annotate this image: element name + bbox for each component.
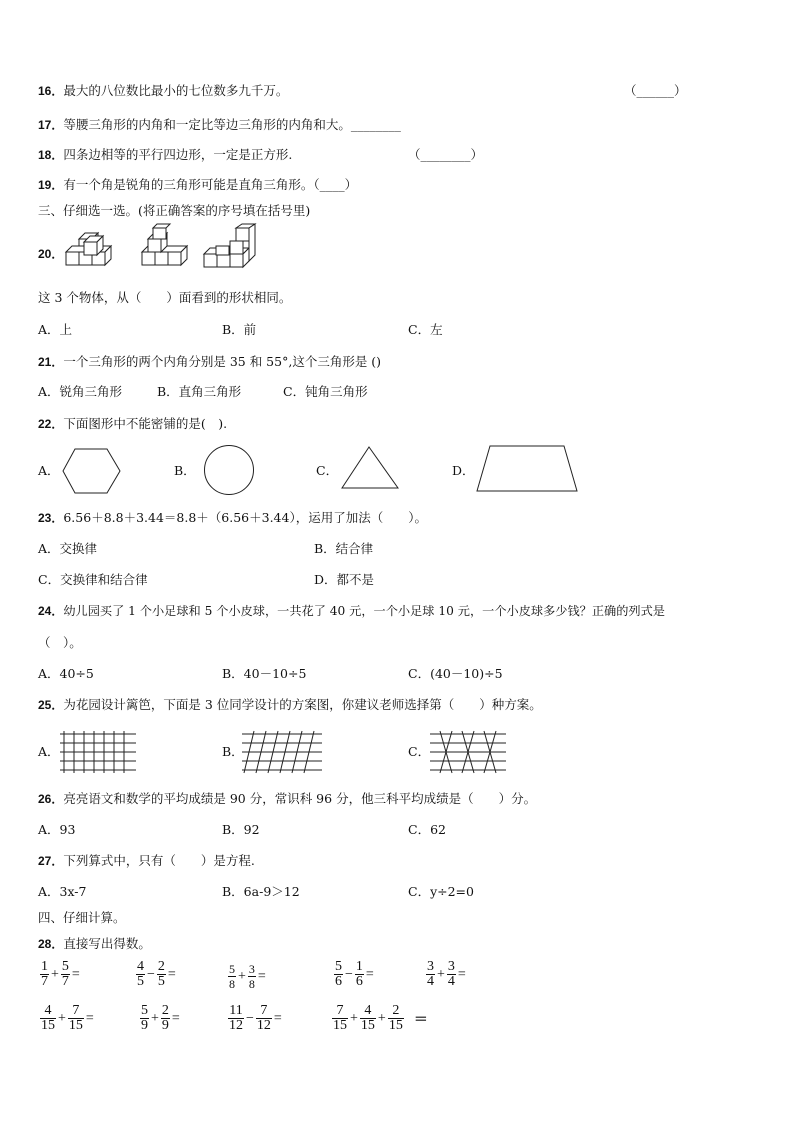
- option-c[interactable]: C．交换律和结合律: [38, 572, 148, 587]
- option-b[interactable]: B．92: [222, 822, 260, 837]
- question-text: 直接写出得数。: [63, 936, 151, 951]
- fraction: $\frac{3}{8}$: [248, 962, 255, 991]
- question-21: [38, 354, 381, 370]
- fraction: $\frac{7}{12}$: [256, 1003, 271, 1033]
- option-d[interactable]: D．: [452, 463, 475, 478]
- option-c[interactable]: C．y÷2=0: [408, 884, 474, 899]
- option-c[interactable]: C．左: [408, 322, 443, 337]
- question-text: 最大的八位数比最小的七位数多九千万。: [63, 83, 289, 98]
- triangle-shape: [341, 446, 401, 490]
- question-text: 下面图形中不能密铺的是( ).: [63, 416, 228, 431]
- question-25: [38, 697, 542, 713]
- fraction-expression: 3 4 + $\frac{3}{4}$ =: [427, 959, 466, 989]
- fraction-expression: 1 7 + $\frac{5}{7}$ =: [41, 959, 80, 989]
- fraction-expression: 5 6 − $\frac{1}{6}$ =: [335, 959, 374, 989]
- question-16: [38, 83, 288, 99]
- option-c[interactable]: C．(40－10)÷5: [408, 666, 503, 681]
- cube-figures-illustration: [64, 228, 264, 278]
- option-a[interactable]: A．40÷5: [38, 666, 94, 681]
- option-a[interactable]: A．3x-7: [38, 884, 87, 899]
- question-number: 17．: [38, 118, 64, 132]
- question-28: [38, 936, 151, 952]
- question-26: [38, 791, 536, 807]
- option-c[interactable]: C．钝角三角形: [283, 384, 368, 399]
- option-b[interactable]: B．前: [222, 322, 257, 337]
- question-20-number: [38, 246, 63, 262]
- fraction: 3 4: [427, 959, 434, 989]
- question-number: 18．: [38, 148, 64, 162]
- option-a[interactable]: A．交换律: [38, 541, 98, 556]
- question-number: 25．: [38, 698, 64, 712]
- circle-shape: [204, 445, 256, 497]
- question-17: [38, 117, 401, 133]
- question-text: 四条边相等的平行四边形，一定是正方形.: [63, 147, 293, 162]
- fraction: $\frac{2}{9}$: [161, 1003, 169, 1033]
- question-number: 23．: [38, 511, 64, 525]
- fraction: 4 5: [137, 959, 144, 989]
- question-text: 幼儿园买了 1 个小足球和 5 个小皮球，一共花了 40 元，一个小足球 10 元，一个小皮球多少钱？正确的列式是: [63, 604, 665, 618]
- question-text: 有一个角是锐角的三角形可能是直角三角形。（____）: [63, 177, 358, 192]
- fraction: $\frac{2}{15}$: [388, 1003, 403, 1033]
- section-heading: 三、仔细选一选。(将正确答案的序号填在括号里): [38, 203, 311, 218]
- fraction: 11 12: [229, 1003, 243, 1033]
- fraction: 5 9: [141, 1003, 148, 1033]
- fraction: $\frac{3}{4}$: [447, 959, 455, 989]
- question-27: [38, 853, 255, 869]
- fraction: 5 8: [229, 962, 235, 991]
- fraction: $\frac{5}{7}$: [61, 959, 69, 989]
- question-number: 20．: [38, 247, 64, 261]
- option-d[interactable]: D．都不是: [314, 572, 375, 587]
- question-text: 亮亮语文和数学的平均成绩是 90 分，常识科 96 分，他三科平均成绩是（ ）分。: [63, 791, 537, 806]
- fence-grid-square: [60, 731, 136, 773]
- question-19: [38, 177, 357, 193]
- option-b[interactable]: B．: [174, 463, 196, 478]
- option-a[interactable]: A．上: [38, 322, 73, 337]
- fraction-expression: 4 5 − $\frac{2}{5}$ =: [137, 959, 176, 989]
- cube-figure-1: [66, 233, 111, 265]
- question-24-blank: （ ）。: [38, 635, 82, 650]
- fraction: 1 7: [41, 959, 48, 989]
- question-20-text: 这 3 个物体，从（ ）面看到的形状相同。: [38, 290, 292, 305]
- answer-blank[interactable]: （______）: [624, 83, 687, 98]
- fraction: 4 15: [41, 1003, 55, 1033]
- option-b[interactable]: B．直角三角形: [157, 384, 242, 399]
- question-number: 21．: [38, 355, 64, 369]
- fraction: $\frac{4}{15}$: [360, 1003, 375, 1033]
- question-number: 22．: [38, 417, 64, 431]
- option-c[interactable]: C．62: [408, 822, 446, 837]
- fence-grid-slanted: [242, 731, 322, 773]
- fence-grid-cross: [430, 731, 506, 773]
- option-b[interactable]: B．40－10÷5: [222, 666, 307, 681]
- fraction-expression: 4 15 + $\frac{7}{15}$ =: [41, 1003, 94, 1033]
- fraction-expression: 5 9 + $\frac{2}{9}$ =: [141, 1003, 180, 1033]
- fraction-expression: 5 8 + $\frac{3}{8}$ =: [229, 962, 266, 991]
- fraction-expression: 11 12 − $\frac{7}{12}$ =: [229, 1003, 282, 1033]
- cube-figure-3: [204, 224, 255, 267]
- section-heading: 四、仔细计算。: [38, 910, 126, 925]
- question-text: 6.56＋8.8＋3.44＝8.8＋（6.56＋3.44），运用了加法（ ）。: [63, 510, 427, 525]
- answer-blank[interactable]: （________）: [408, 147, 484, 162]
- fraction: 5 6: [335, 959, 342, 989]
- question-text: 一个三角形的两个内角分别是 35 和 55°,这个三角形是 (): [63, 354, 382, 369]
- fraction: $\frac{1}{6}$: [355, 959, 363, 989]
- option-c[interactable]: C．: [316, 463, 339, 478]
- option-a[interactable]: A．: [38, 463, 60, 478]
- option-a[interactable]: A．: [38, 744, 60, 759]
- question-number: 28．: [38, 937, 64, 951]
- question-23: [38, 510, 427, 526]
- cube-figure-2: [142, 224, 187, 265]
- question-number: 26．: [38, 792, 64, 806]
- fraction: $\frac{2}{5}$: [157, 959, 165, 989]
- fraction-expression: 7 15 + $\frac{4}{15}$ + $\frac{2}{15}$ ＝: [333, 1003, 428, 1033]
- trapezoid-shape: [476, 444, 580, 492]
- fraction: $\frac{7}{15}$: [68, 1003, 83, 1033]
- option-a[interactable]: A．93: [38, 822, 76, 837]
- fraction: 7 15: [333, 1003, 347, 1033]
- question-number: 27．: [38, 854, 64, 868]
- question-text: 下列算式中，只有（ ）是方程.: [63, 853, 255, 868]
- question-18: [38, 147, 292, 163]
- option-b[interactable]: B．: [222, 744, 244, 759]
- question-number: 24．: [38, 604, 64, 618]
- hexagon-shape: [62, 448, 122, 494]
- question-22: [38, 416, 227, 432]
- option-c[interactable]: C．: [408, 744, 431, 759]
- question-24: [38, 603, 665, 619]
- option-b[interactable]: B．结合律: [314, 541, 374, 556]
- question-text: 等腰三角形的内角和一定比等边三角形的内角和大。________: [63, 117, 401, 132]
- option-a[interactable]: A．锐角三角形: [38, 384, 123, 399]
- question-number: 19．: [38, 178, 64, 192]
- question-number: 16．: [38, 84, 64, 98]
- option-b[interactable]: B．6a-9＞12: [222, 884, 300, 899]
- question-text: 为花园设计篱笆，下面是 3 位同学设计的方案图，你建议老师选择第（ ）种方案。: [63, 697, 542, 712]
